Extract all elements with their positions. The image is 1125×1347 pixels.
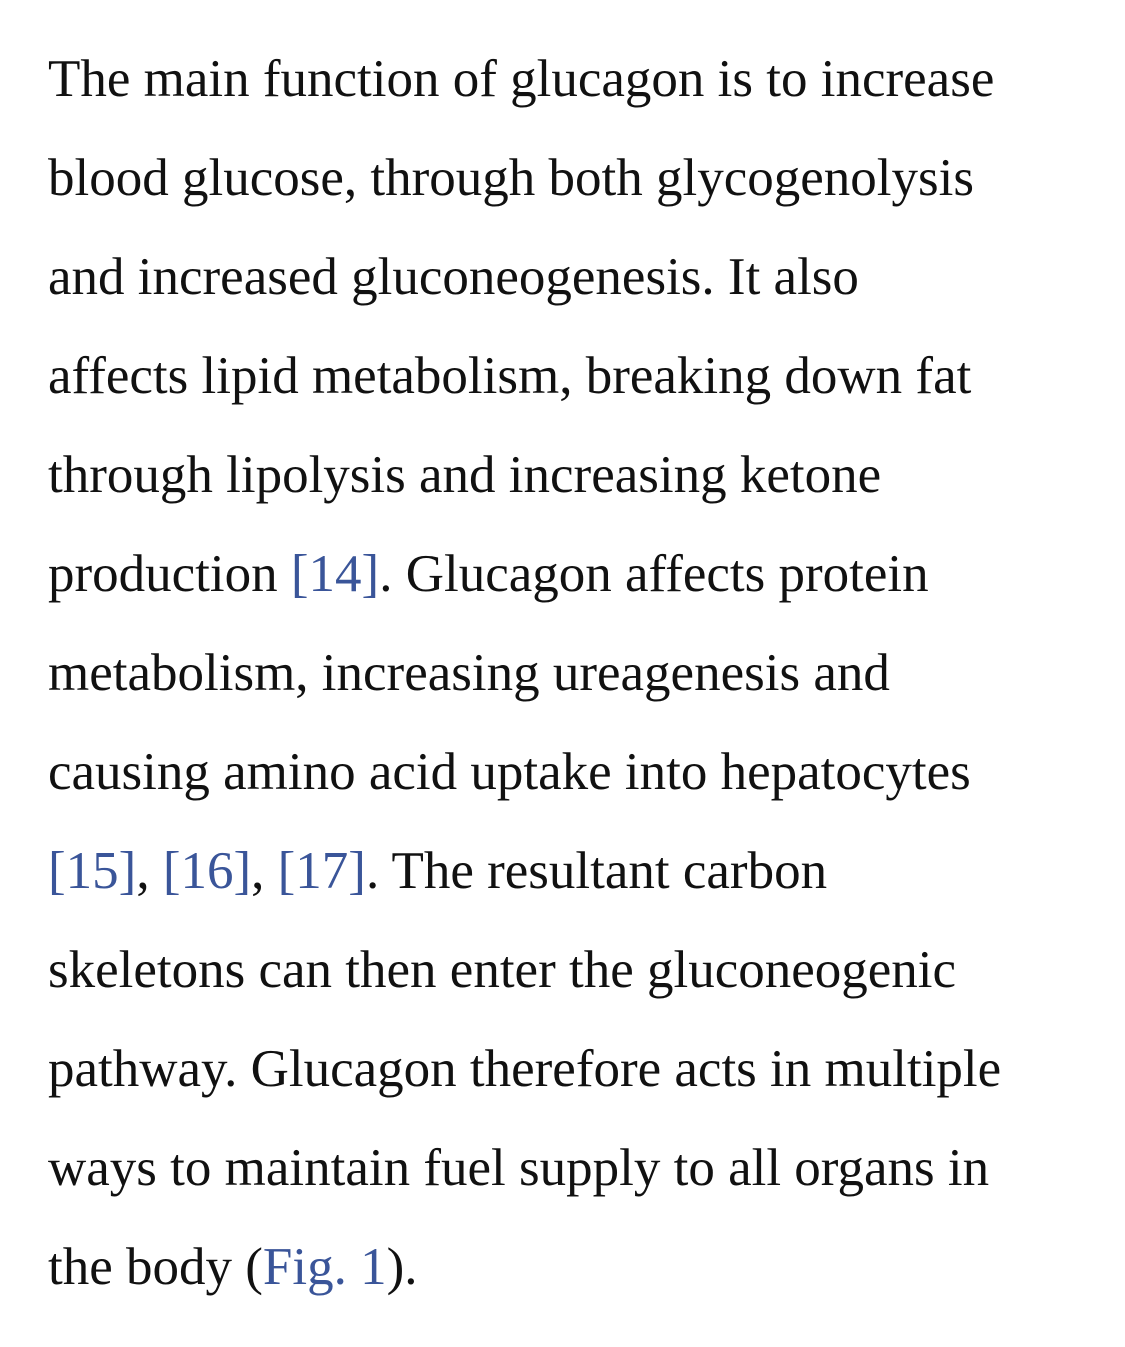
text-line-4: affects lipid metabolism, breaking down fat xyxy=(48,347,972,405)
text-line-13 xyxy=(48,1218,1088,1317)
text-line-5: through lipolysis and increasing ketone xyxy=(48,446,882,504)
text-line-11: pathway. Glucagon therefore acts in multiple xyxy=(48,1040,1002,1098)
text-segment: ). xyxy=(386,1238,418,1296)
reference-link-16[interactable]: [16] xyxy=(162,842,252,900)
text-segment: , xyxy=(251,842,278,900)
text-line-7: metabolism, increasing ureagenesis and xyxy=(48,644,890,702)
text-segment: , xyxy=(136,842,163,900)
reference-link-17[interactable]: [17] xyxy=(277,842,366,900)
figure-link-fig-1[interactable]: Fig. 1 xyxy=(262,1238,387,1296)
article-paragraph xyxy=(48,30,1088,1317)
text-segment: . The resultant carbon xyxy=(365,842,828,900)
text-line-10: skeletons can then enter the gluconeogenic xyxy=(48,941,957,999)
text-line-12: ways to maintain fuel supply to all organs in xyxy=(48,1139,990,1197)
text-line-9 xyxy=(48,822,1088,921)
reference-link-14[interactable]: [14] xyxy=(290,545,380,603)
text-segment: . Glucagon affects protein xyxy=(379,545,929,603)
text-segment: production xyxy=(48,545,291,603)
text-line-3: and increased gluconeogenesis. It also xyxy=(48,248,859,306)
reference-link-15[interactable]: [15] xyxy=(48,842,137,900)
text-line-6 xyxy=(48,525,1088,624)
text-line-1: The main function of glucagon is to increase xyxy=(48,50,995,108)
text-line-2: blood glucose, through both glycogenolysis xyxy=(48,149,974,207)
text-line-8: causing amino acid uptake into hepatocytes xyxy=(48,743,971,801)
text-segment: the body ( xyxy=(48,1238,263,1296)
